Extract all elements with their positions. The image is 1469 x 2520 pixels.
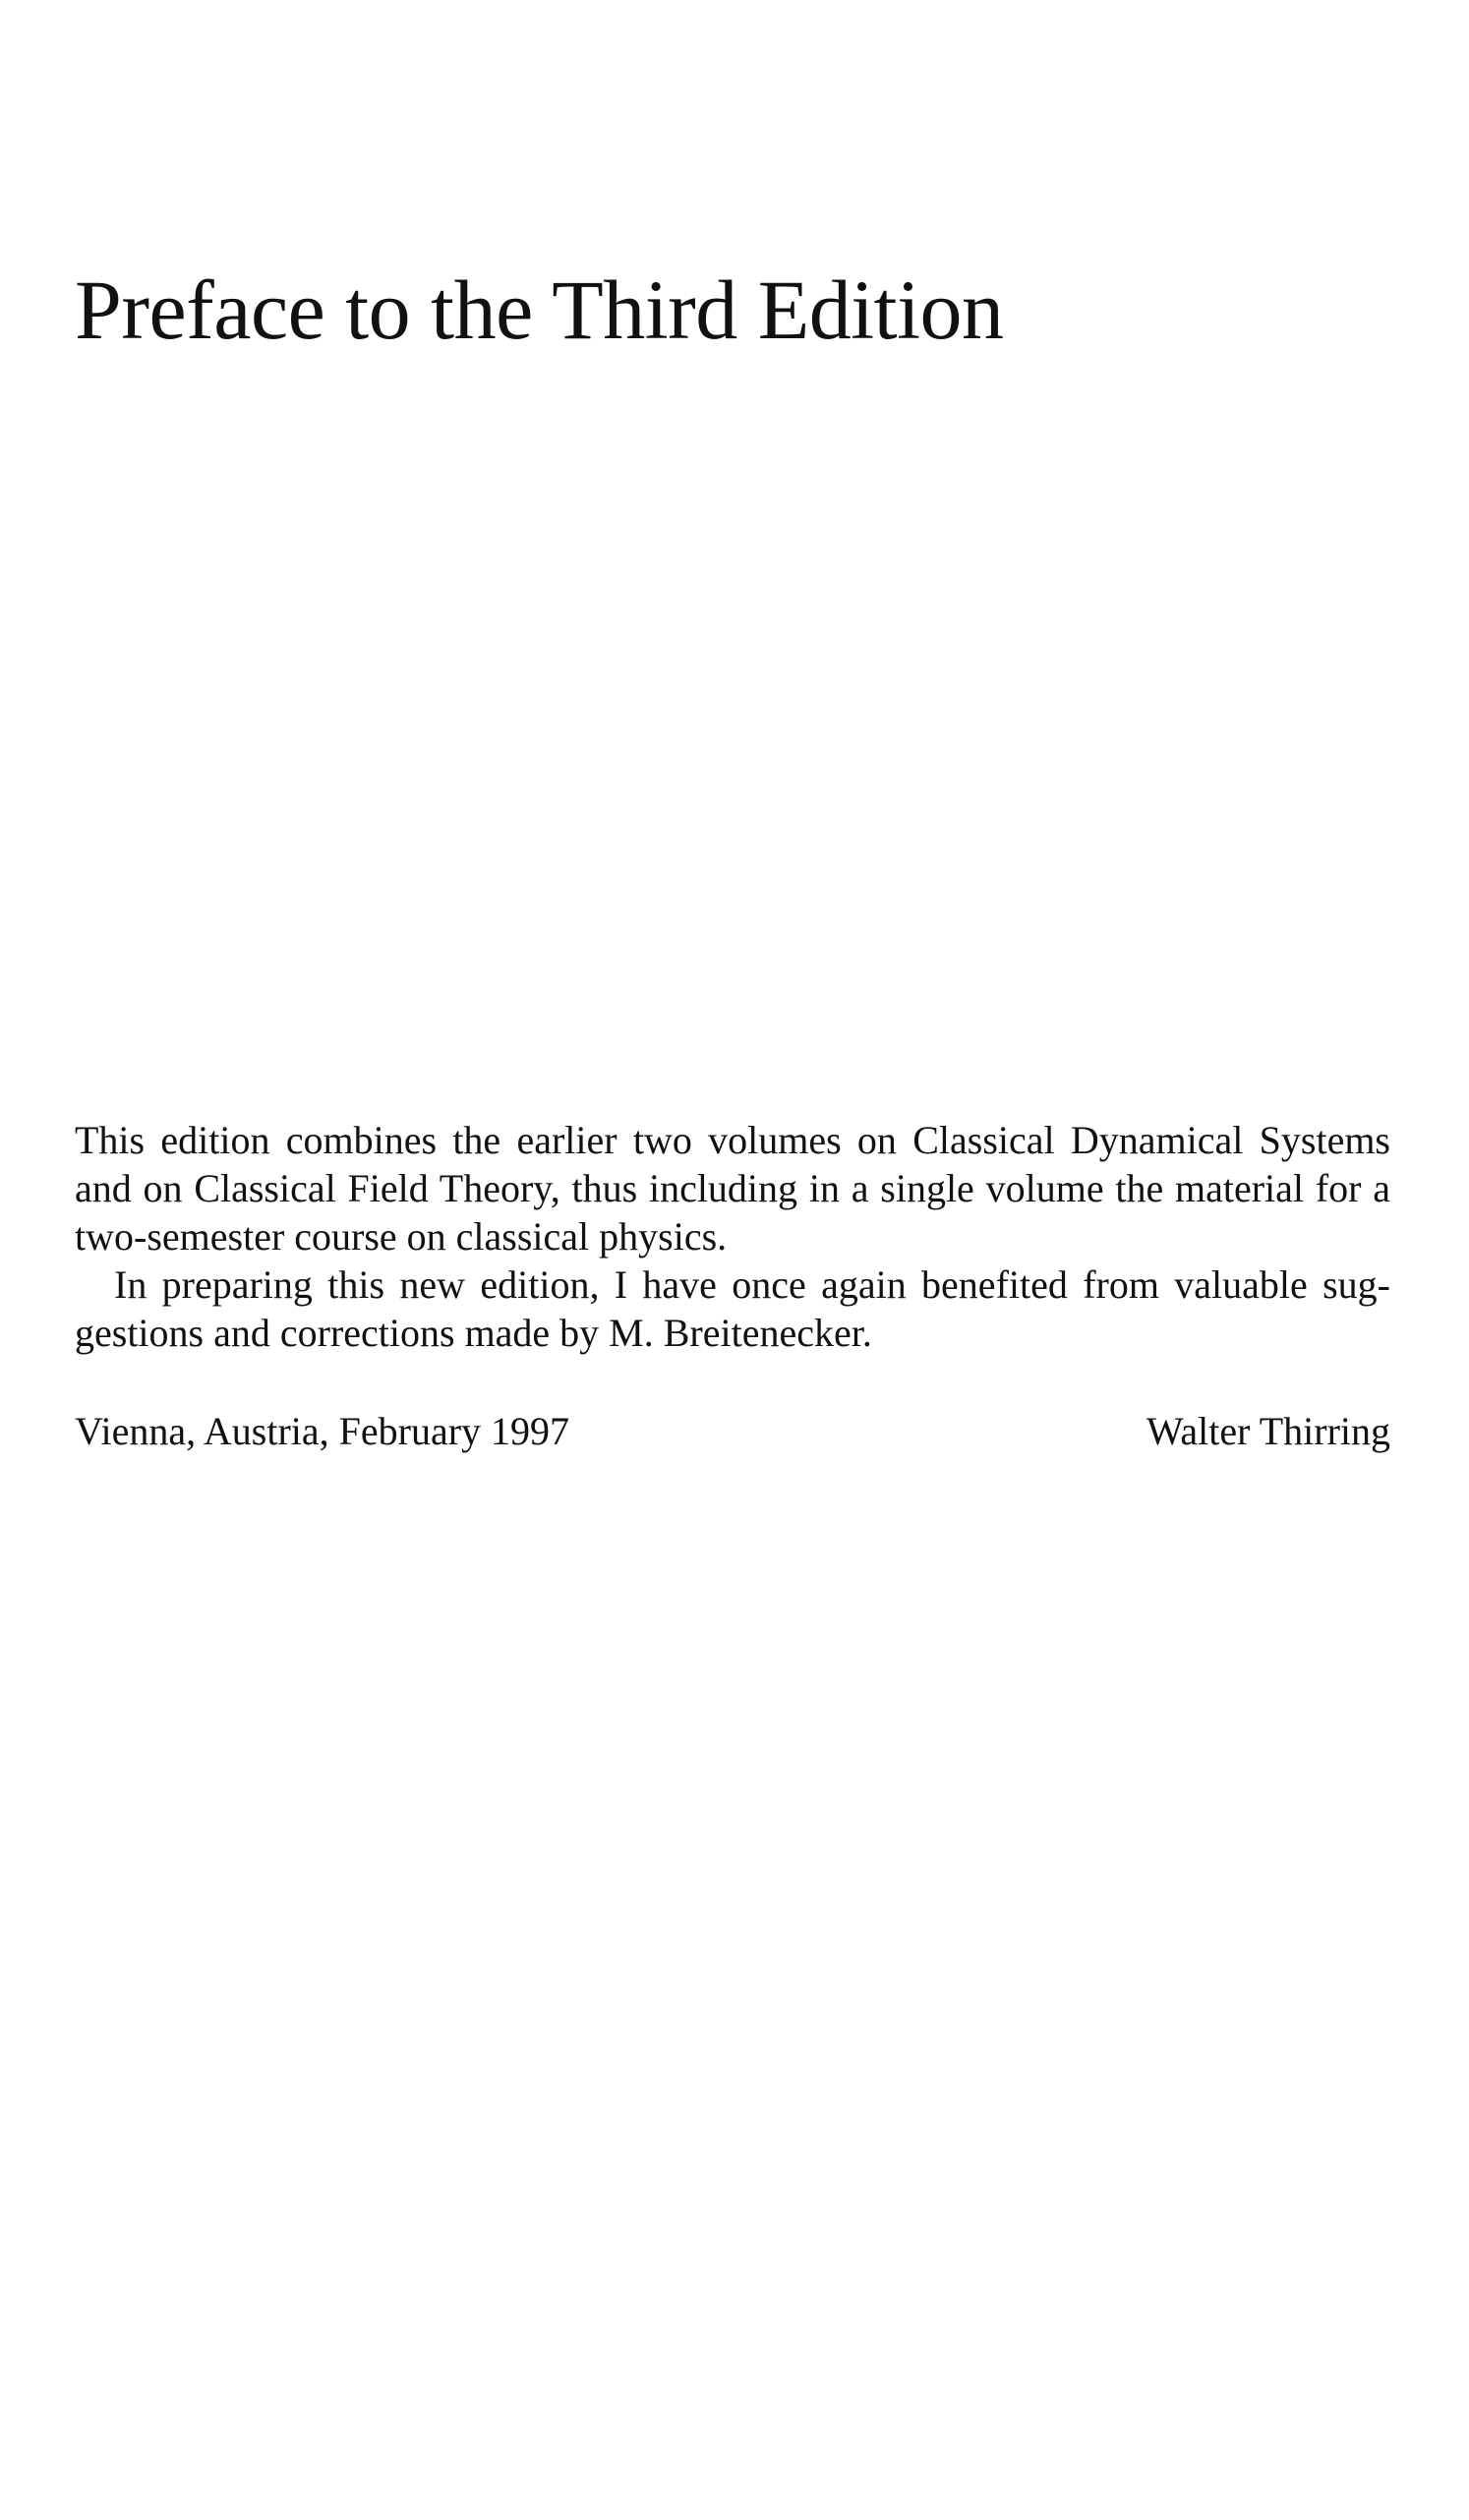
preface-paragraph-1: This edition combines the earlier two volumes on Classical Dynamical Systems and on Classical Field Theory, thus including in a single volume the material for a two-semester course on classical physics. <box>75 1118 1390 1259</box>
place-and-date: Vienna, Austria, February 1997 <box>75 1409 570 1453</box>
preface-paragraph-2: In preparing this new edition, I have once again benefited from valuable suggestions and corrections made by M. Breitenecker. <box>75 1262 1390 1355</box>
preface-body <box>75 1116 1390 1357</box>
author-name: Walter Thirring <box>1146 1409 1390 1453</box>
page-title: Preface to the Third Edition <box>75 263 1004 357</box>
signature-line <box>75 1407 1390 1455</box>
